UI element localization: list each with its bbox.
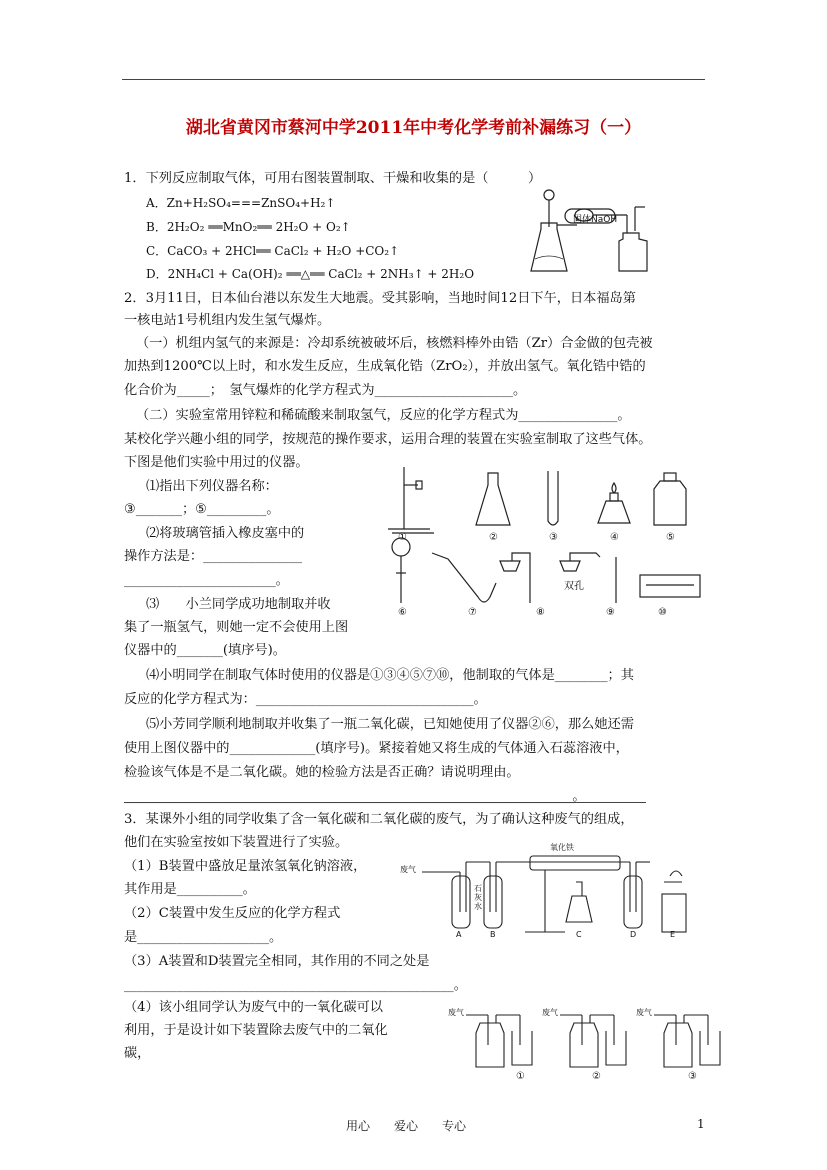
q2-sub5-b: 使用上图仪器中的_____________(填序号)。紧接着她又将生成的气体通入石蕊溶液中， <box>124 741 629 756</box>
q3-letter-d: D <box>630 930 637 939</box>
label-2: ② <box>489 532 498 543</box>
wash-gas-label-1: 废气 <box>448 1008 464 1017</box>
q2-sub2-b: 操作方法是：_______________ <box>124 549 303 564</box>
q3-lime-label: 石灰水 <box>474 884 482 911</box>
q2-sub2-a: ⑵将玻璃管插入橡皮塞中的 <box>146 526 305 541</box>
q3-letter-a: A <box>456 930 462 939</box>
label-7: ⑦ <box>468 607 477 618</box>
q2-sub5-a: ⑸小芳同学顺利地制取并收集了一瓶二氧化碳，已知她使用了仪器②⑥，那么她还需 <box>146 717 634 732</box>
q2-sub3-a: ⑶ 小兰同学成功地制取并收 <box>146 597 331 612</box>
q3-letter-e: E <box>670 930 676 939</box>
q3-line-6: 是____________________。 <box>124 930 283 945</box>
q3-line-3: （1）B装置中盛放足量浓氢氧化钠溶液， <box>124 859 367 874</box>
q3-line-1: 3．某课外小组的同学收集了含一氧化碳和二氧化碳的废气，为了确认这种废气的组成， <box>124 812 634 827</box>
q1-option-c: C．CaCO₃ + 2HCl══ CaCl₂ + H₂O +CO₂↑ <box>146 244 400 258</box>
q3-line-9: （4）该小组同学认为废气中的一氧化碳可以 <box>124 1000 383 1015</box>
label-6: ⑥ <box>398 607 407 618</box>
q2-sub4-b: 反应的化学方程式为：_________________________________。 <box>124 692 487 707</box>
q2-sub4-a: ⑷小明同学在制取气体时使用的仪器是①③④⑤⑦⑩，他制取的气体是________；其 <box>146 668 634 683</box>
q3-letter-c: C <box>576 930 582 939</box>
label-9: ⑨ <box>606 607 615 618</box>
wash-gas-label-3: 废气 <box>636 1008 652 1017</box>
dual-hole-label: 双孔 <box>564 581 584 592</box>
header-rule <box>122 79 705 80</box>
page-title: 湖北省黄冈市蔡河中学2011年中考化学考前补漏练习（一） <box>185 118 642 138</box>
q2-sub1-a: ⑴指出下列仪器名称： <box>146 479 278 494</box>
q3-fe-label: 氧化铁 <box>550 843 574 852</box>
wash-label-2: ② <box>592 1071 601 1082</box>
q2-sub3-c: 仪器中的_______(填序号)。 <box>124 643 286 658</box>
label-4: ④ <box>610 532 619 543</box>
q1-option-a: A．Zn+H₂SO₄===ZnSO₄+H₂↑ <box>146 196 336 210</box>
q3-line-11: 碳， <box>124 1046 151 1061</box>
q2-line-5: 化合价为_____； 氢气爆炸的化学方程式为_____________________。 <box>124 383 527 398</box>
q3-line-5: （2）C装置中发生反应的化学方程式 <box>124 906 341 921</box>
label-10: ⑩ <box>658 607 667 618</box>
label-5: ⑤ <box>666 532 675 543</box>
instrument-figure <box>384 463 710 623</box>
q3-line-4: 其作用是__________。 <box>124 882 256 897</box>
wash-gas-label-2: 废气 <box>542 1008 558 1017</box>
q3-wash-bottle-figure <box>448 1005 728 1089</box>
q3-line-7: （3）A装置和D装置完全相同，其作用的不同之处是 <box>124 954 430 969</box>
page-number: 1 <box>697 1117 705 1131</box>
q3-line-2: 他们在实验室按如下装置进行了实验。 <box>124 835 349 850</box>
q2-line-4: 加热到1200℃以上时，和水发生反应，生成氧化锆（ZrO₂），并放出氢气。氧化锆中锆的 <box>124 359 646 374</box>
wash-label-3: ③ <box>688 1071 697 1082</box>
q3-apparatus-figure <box>400 842 710 944</box>
q2-line-3: （一）机组内氢气的来源是：冷却系统被破坏后，核燃料棒外由锆（Zr）合金做的包壳被 <box>136 336 653 351</box>
label-8: ⑧ <box>536 607 545 618</box>
footer-motto: 用心 爱心 专心 <box>346 1119 467 1133</box>
q2-line-1: 2．3月11日，日本仙台港以东发生大地震。受其影响，当地时间12日下午，日本福岛第 <box>124 291 636 306</box>
q1-stem: 1．下列反应制取气体，可用右图装置制取、干燥和收集的是（ ） <box>124 171 542 186</box>
q1-apparatus-figure <box>527 187 659 275</box>
q2-sub2-c: _______________________。 <box>124 573 289 588</box>
section-rule <box>124 802 646 803</box>
naoh-label: 固体NaOH <box>573 215 618 225</box>
q3-letter-b: B <box>490 930 496 939</box>
q2-line-7: 某校化学兴趣小组的同学，按规范的操作要求，运用合理的装置在实验室制取了这些气体。 <box>124 432 652 447</box>
wash-label-1: ① <box>516 1071 525 1082</box>
q2-line-8: 下图是他们实验中用过的仪器。 <box>124 455 309 470</box>
label-1: ① <box>398 532 407 543</box>
q3-line-10: 利用，于是设计如下装置除去废气中的二氧化 <box>124 1023 388 1038</box>
q2-sub5-c: 检验该气体是不是二氧化碳。她的检验方法是否正确？请说明理由。 <box>124 765 520 780</box>
q2-sub3-b: 集了一瓶氢气，则她一定不会使用上图 <box>124 620 349 635</box>
label-3: ③ <box>549 532 558 543</box>
q3-line-8: __________________________________________________。 <box>124 978 467 993</box>
q2-sub5-d: ____________________________________________________________________。 <box>124 789 586 804</box>
q3-gas-label: 废气 <box>400 865 416 874</box>
q1-option-b: B．2H₂O₂ ══MnO₂══ 2H₂O + O₂↑ <box>146 220 351 234</box>
q2-sub1-b: ③_______；⑤_________。 <box>124 502 280 517</box>
q2-line-2: 一核电站1号机组内发生氢气爆炸。 <box>124 313 331 328</box>
q2-line-6: （二）实验室常用锌粒和稀硫酸来制取氢气，反应的化学方程式为_______________。 <box>136 408 631 423</box>
q1-option-d: D．2NH₄Cl + Ca(OH)₂ ══△══ CaCl₂ + 2NH₃↑ + 2H₂O <box>146 267 475 281</box>
